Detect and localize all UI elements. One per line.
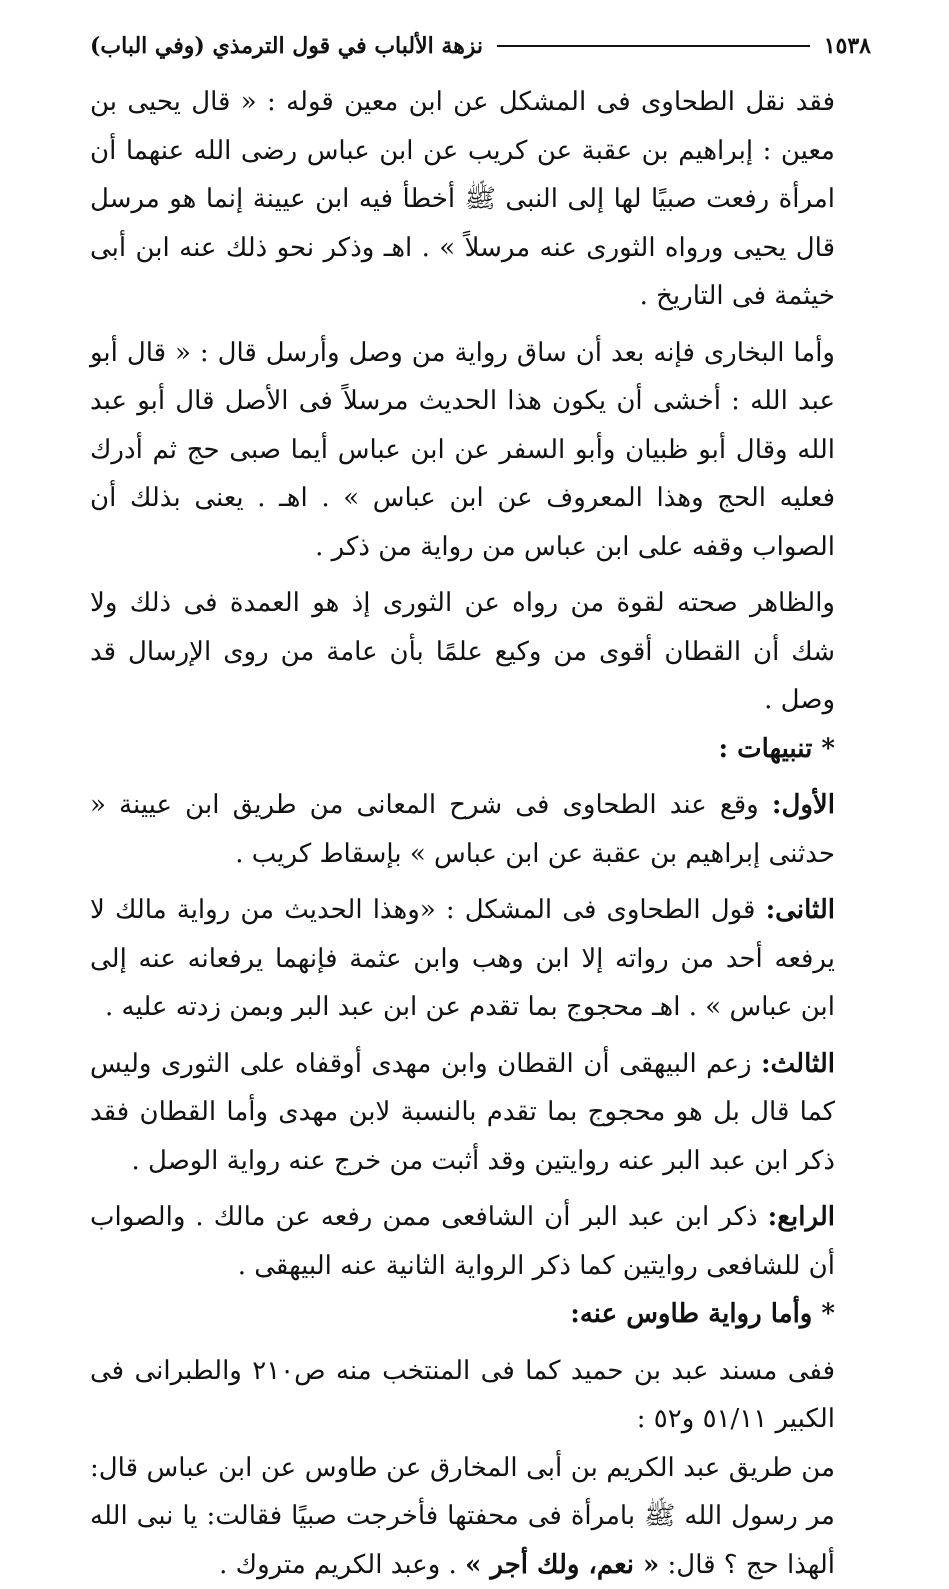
note-fourth-label: الرابع: (768, 1202, 835, 1232)
note-first-label: الأول: (772, 790, 835, 820)
note-fourth (90, 1193, 871, 1290)
note-third-text: زعم البيهقى أن القطان وابن مهدى أوقفاه على الثورى وليس كما قال بل هو محجوج بما تقدم بالنسبة لابن مهدى وأما القطان فقد ذكر ابن عبد البر عنه روايتين وقد أثبت من خرج عنه رواية الوصل . (90, 1049, 835, 1176)
paragraph-5-text: من طريق عبد الكريم بن أبى المخارق عن طاوس عن ابن عباس قال: مر رسول الله ﷺ بامرأة فى محفتها فأخرجت صبيًا فقالت: يا نبى الله ألهذا حج ؟ قال: (90, 1453, 835, 1580)
note-third-label: الثالث: (761, 1049, 835, 1079)
note-second-label: الثانى: (766, 895, 835, 925)
page-number: ١٥٣٨ (824, 33, 871, 59)
paragraph-5 (90, 1444, 871, 1589)
note-fourth-text: ذكر ابن عبد البر أن الشافعى ممن رفعه عن مالك . والصواب أن للشافعى روايتين كما ذكر الرواية الثانية عنه البيهقى . (90, 1202, 835, 1281)
paragraph-5-tail: . وعبد الكريم متروك . (219, 1550, 465, 1580)
paragraph-2: وأما البخارى فإنه بعد أن ساق رواية من وصل وأرسل قال : « قال أبو عبد الله : أخشى أن يكون هذا الحديث مرسلاً فى الأصل قال أبو عبد الله وقال أبو ظبيان وأبو السفر عن ابن عباس أيما صبى حج ثم أدرك فعليه الحج وهذا المعروف عن ابن عباس » . اهـ . يعنى بذلك أن الصواب وقفه على ابن عباس من رواية من ذكر . (90, 329, 871, 572)
running-head (90, 26, 871, 66)
note-second-text: قول الطحاوى فى المشكل : «وهذا الحديث من رواية مالك لا يرفعه أحد من رواته إلا ابن وهب وابن عثمة فإنهما يرفعانه عنه إلى ابن عباس » . اهـ محجوج بما تقدم عن ابن عبد البر وبمن زدته عليه . (90, 895, 835, 1022)
notes-heading: * تنبيهات : (90, 725, 871, 774)
paragraph-5-quote: « نعم، ولك أجر » (465, 1550, 659, 1580)
note-first (90, 781, 871, 878)
note-second (90, 886, 871, 1032)
header-rule (497, 45, 810, 47)
paragraph-1: فقد نقل الطحاوى فى المشكل عن ابن معين قوله : « قال يحيى بن معين : إبراهيم بن عقبة عن كريب عن ابن عباس رضى الله عنهما أن امرأة رفعت صبيًا لها إلى النبى ﷺ أخطأ فيه ابن عيينة إنما هو مرسل قال يحيى ورواه الثورى عنه مرسلاً » . اهـ وذكر نحو ذلك عنه ابن أبى خيثمة فى التاريخ . (90, 78, 871, 321)
note-first-text: وقع عند الطحاوى فى شرح المعانى من طريق ابن عيينة « حدثنى إبراهيم بن عقبة عن ابن عباس » بإسقاط كريب . (90, 790, 835, 869)
paragraph-4: ففى مسند عبد بن حميد كما فى المنتخب منه ص٢١٠ والطبرانى فى الكبير ٥١/١١ و٥٢ : (90, 1347, 871, 1444)
note-third (90, 1040, 871, 1186)
paragraph-3: والظاهر صحته لقوة من رواه عن الثورى إذ هو العمدة فى ذلك ولا شك أن القطان أقوى من وكيع علمًا بأن عامة من روى الإرسال قد وصل . (90, 579, 871, 725)
running-title: نزهة الألباب في قول الترمذي (وفي الباب) (90, 33, 483, 59)
tawus-heading: * وأما رواية طاوس عنه: (90, 1290, 871, 1339)
page-body (90, 78, 871, 1589)
